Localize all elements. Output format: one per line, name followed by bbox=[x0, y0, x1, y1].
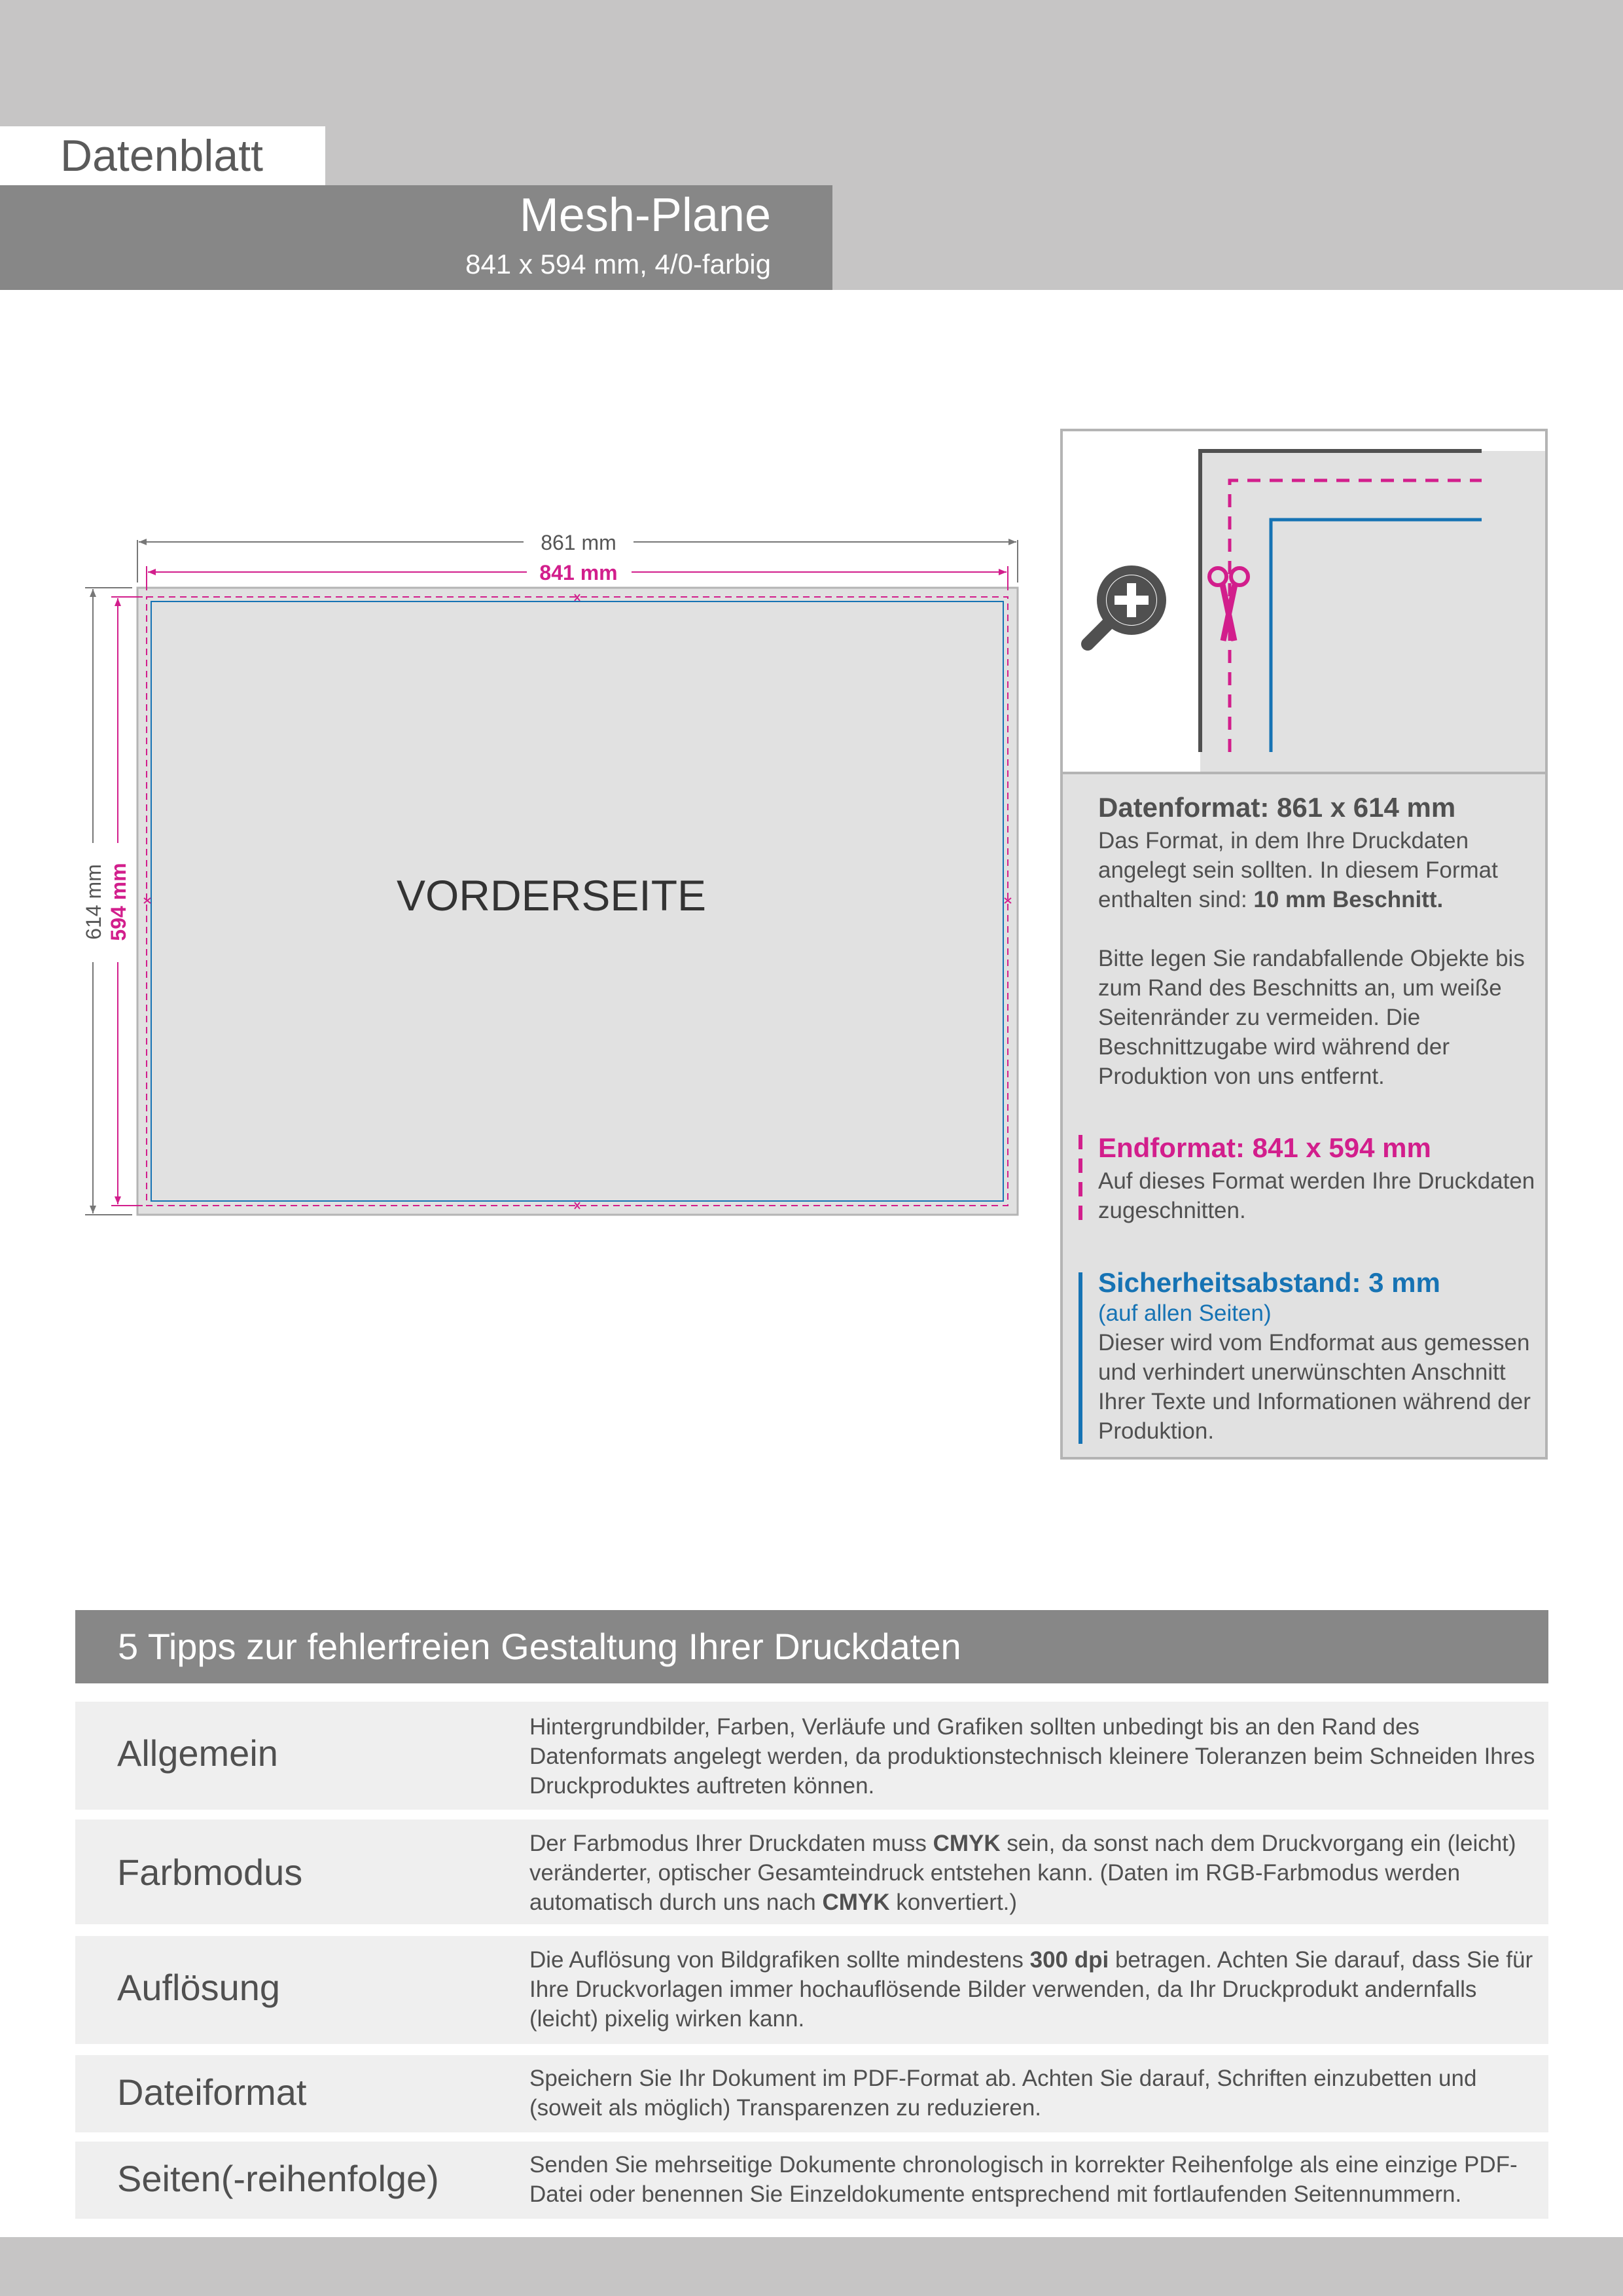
safety-heading: Sicherheitsabstand: 3 mm bbox=[1098, 1267, 1440, 1298]
safety-marker bbox=[1079, 1272, 1082, 1444]
tip-text: Hintergrundbilder, Farben, Verläufe und Grafiken sollten unbedingt bis an den Rand des Datenformats angelegt werden, da produktionstechnisch kleinere Toleranzen beim Schneiden Ihres Druckproduktes auftreten können. bbox=[529, 1714, 1535, 1799]
end-format-heading: Endformat: 841 x 594 mm bbox=[1098, 1132, 1431, 1163]
tip-row-aufloesung bbox=[75, 1936, 1548, 2044]
data-format-text: Das Format, in dem Ihre Druckdaten angelegt sein sollten. In diesem Format enthalten sind: 10 mm Beschnitt. bbox=[1098, 828, 1498, 912]
tip-row-seiten bbox=[75, 2142, 1548, 2219]
tip-text: Speichern Sie Ihr Dokument im PDF-Format ab. Achten Sie darauf, Schriften einzubetten und (soweit als möglich) Transparenzen zu reduzieren. bbox=[529, 2066, 1477, 2121]
zoom-detail-panel bbox=[1063, 431, 1545, 774]
final-height-label: 594 mm bbox=[107, 863, 130, 941]
end-format-text: Auf dieses Format werden Ihre Druckdaten zugeschnitten. bbox=[1098, 1168, 1535, 1223]
tip-label: Seiten(-reihenfolge) bbox=[117, 2158, 439, 2199]
tips-title: 5 Tipps zur fehlerfreien Gestaltung Ihrer Druckdaten bbox=[118, 1626, 961, 1667]
tip-row-allgemein bbox=[75, 1702, 1548, 1810]
data-width-label: 861 mm bbox=[541, 531, 616, 554]
tip-label: Allgemein bbox=[117, 1732, 278, 1774]
tip-row-farbmodus bbox=[75, 1820, 1548, 1924]
doc-label: Datenblatt bbox=[60, 131, 263, 181]
data-format-text-2: Bitte legen Sie randabfallende Objekte bis zum Rand des Beschnitts an, um weiße Seitenränder zu vermeiden. Die Beschnittzugabe wird während der Produktion von uns entfernt. bbox=[1098, 946, 1525, 1089]
tip-text: Der Farbmodus Ihrer Druckdaten muss CMYK sein, da sonst nach dem Druckvorgang ein (leicht) veränderter, optischer Gesamteindruck entstehen kann. (Daten im RGB-Farbmodus werden automatisch durch uns nach CMYK konvertiert.) bbox=[529, 1831, 1516, 1915]
tip-text: Die Auflösung von Bildgrafiken sollte mindestens 300 dpi betragen. Achten Sie darauf, dass Sie für Ihre Druckvorlagen immer hochauflösende Bilder verwenden, da Ihr Druckprodukt andernfalls (leicht) pixelig wirken kann. bbox=[529, 1947, 1533, 2032]
tip-label: Auflösung bbox=[117, 1967, 281, 2008]
tip-label: Dateiformat bbox=[117, 2072, 307, 2113]
tip-row-dateiformat bbox=[75, 2055, 1548, 2132]
data-format-heading: Datenformat: 861 x 614 mm bbox=[1098, 792, 1456, 823]
tip-label: Farbmodus bbox=[117, 1852, 303, 1893]
zoom-detail-graphic bbox=[1063, 431, 1545, 772]
safety-subheading: (auf allen Seiten) bbox=[1098, 1300, 1272, 1326]
product-subtitle: 841 x 594 mm, 4/0-farbig bbox=[465, 249, 771, 279]
footer-band bbox=[0, 2237, 1623, 2296]
side-label: VORDERSEITE bbox=[396, 871, 707, 920]
product-title: Mesh-Plane bbox=[519, 189, 771, 242]
tip-text: Senden Sie mehrseitige Dokumente chronologisch in korrekter Reihenfolge als eine einzige PDF-Datei oder benennen Sie Einzeldokumente entsprechend mit fortlaufenden Seitennummern. bbox=[529, 2152, 1518, 2207]
zoom-in-icon bbox=[1088, 570, 1162, 644]
data-height-label: 614 mm bbox=[82, 864, 105, 940]
end-format-marker bbox=[1079, 1135, 1082, 1227]
safety-text: Dieser wird vom Endformat aus gemessen und verhindert unerwünschten Anschnitt Ihrer Texte und Informationen während der Produktion. bbox=[1098, 1330, 1531, 1444]
final-width-label: 841 mm bbox=[539, 561, 618, 584]
